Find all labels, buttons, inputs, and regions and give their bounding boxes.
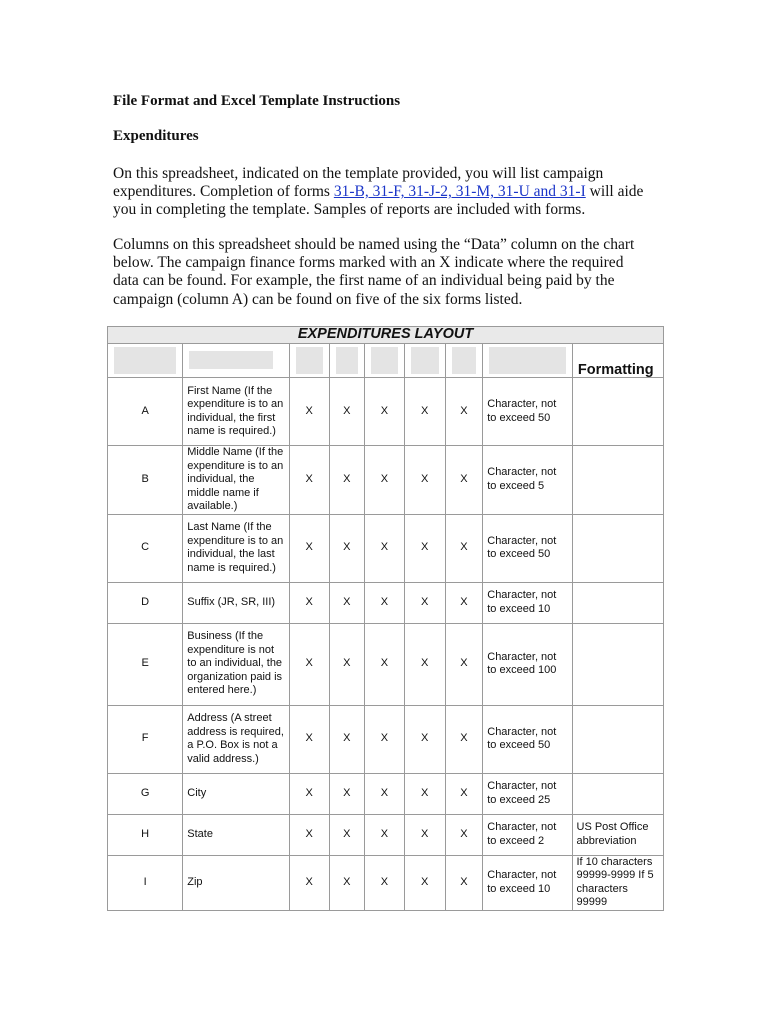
form-mark-cell: X <box>329 623 364 705</box>
form-mark-cell: X <box>445 582 483 623</box>
intro-paragraph <box>113 165 653 220</box>
header-shade <box>371 347 398 374</box>
header-form-cell <box>329 344 364 378</box>
forms-link[interactable]: 31-B, 31-F, 31-J-2, 31-M, 31-U and 31-I <box>333 183 586 201</box>
form-mark-cell: X <box>364 855 404 910</box>
field-description-cell: Last Name (If the expenditure is to an individual, the last name is required.) <box>183 514 289 582</box>
field-description-cell: First Name (If the expenditure is to an individual, the first name is required.) <box>183 378 289 446</box>
table-row <box>108 705 664 773</box>
form-mark-cell: X <box>445 855 483 910</box>
table-header-row <box>108 344 664 378</box>
form-mark-cell: X <box>364 582 404 623</box>
column-letter-cell: I <box>108 855 183 910</box>
intro-text-after: will aide you in completing the template. Samples of reports are included with forms. <box>113 183 644 219</box>
field-description-cell: Address (A street address is required, a P.O. Box is not a valid address.) <box>183 705 289 773</box>
form-mark-cell: X <box>289 446 329 515</box>
header-form-cell <box>364 344 404 378</box>
form-mark-cell: X <box>329 446 364 515</box>
form-mark-cell: X <box>329 705 364 773</box>
header-shade <box>489 347 565 374</box>
data-type-cell: Character, not to exceed 10 <box>483 855 572 910</box>
table-row <box>108 814 664 855</box>
header-form-cell <box>404 344 445 378</box>
form-mark-cell: X <box>289 814 329 855</box>
form-mark-cell: X <box>404 773 445 814</box>
formatting-note-cell <box>572 446 664 515</box>
column-letter-cell: E <box>108 623 183 705</box>
header-shade <box>411 347 439 374</box>
formatting-header: Formatting <box>572 344 664 378</box>
field-description-cell: Business (If the expenditure is not to an individual, the organization paid is entered here.) <box>183 623 289 705</box>
form-mark-cell: X <box>445 623 483 705</box>
form-mark-cell: X <box>404 855 445 910</box>
intro-text-before: On this spreadsheet, indicated on the template provided, you will list campaign expenditures. Completion of forms <box>113 165 604 201</box>
form-mark-cell: X <box>445 705 483 773</box>
form-mark-cell: X <box>404 623 445 705</box>
form-mark-cell: X <box>364 446 404 515</box>
form-mark-cell: X <box>329 514 364 582</box>
formatting-note-cell: US Post Office abbreviation <box>572 814 664 855</box>
header-data-cell <box>108 344 183 378</box>
column-letter-cell: D <box>108 582 183 623</box>
form-mark-cell: X <box>445 446 483 515</box>
formatting-note-cell <box>572 773 664 814</box>
form-mark-cell: X <box>445 814 483 855</box>
form-mark-cell: X <box>289 378 329 446</box>
table-caption: EXPENDITURES LAYOUT <box>108 327 664 344</box>
form-mark-cell: X <box>404 514 445 582</box>
form-mark-cell: X <box>364 814 404 855</box>
form-mark-cell: X <box>445 514 483 582</box>
table-row <box>108 855 664 910</box>
form-mark-cell: X <box>289 773 329 814</box>
form-mark-cell: X <box>329 855 364 910</box>
table-row <box>108 623 664 705</box>
column-letter-cell: G <box>108 773 183 814</box>
form-mark-cell: X <box>404 446 445 515</box>
data-type-cell: Character, not to exceed 10 <box>483 582 572 623</box>
form-mark-cell: X <box>445 378 483 446</box>
field-description-cell: State <box>183 814 289 855</box>
formatting-note-cell <box>572 514 664 582</box>
form-mark-cell: X <box>289 855 329 910</box>
form-mark-cell: X <box>364 378 404 446</box>
data-type-cell: Character, not to exceed 50 <box>483 705 572 773</box>
table-row <box>108 582 664 623</box>
form-mark-cell: X <box>329 814 364 855</box>
form-mark-cell: X <box>364 773 404 814</box>
section-heading: Expenditures <box>113 128 199 144</box>
formatting-note-cell <box>572 582 664 623</box>
table-row <box>108 446 664 515</box>
data-type-cell: Character, not to exceed 100 <box>483 623 572 705</box>
header-shade <box>189 351 273 369</box>
form-mark-cell: X <box>404 814 445 855</box>
data-type-cell: Character, not to exceed 2 <box>483 814 572 855</box>
column-letter-cell: H <box>108 814 183 855</box>
header-shade <box>296 347 323 374</box>
form-mark-cell: X <box>329 582 364 623</box>
column-letter-cell: A <box>108 378 183 446</box>
header-shade <box>114 347 176 374</box>
field-description-cell: Suffix (JR, SR, III) <box>183 582 289 623</box>
expenditures-layout-table <box>107 326 664 911</box>
form-mark-cell: X <box>404 705 445 773</box>
form-mark-cell: X <box>364 623 404 705</box>
data-type-cell: Character, not to exceed 25 <box>483 773 572 814</box>
document-title: File Format and Excel Template Instructions <box>113 93 401 109</box>
header-form-cell <box>289 344 329 378</box>
form-mark-cell: X <box>329 773 364 814</box>
data-type-cell: Character, not to exceed 50 <box>483 378 572 446</box>
form-mark-cell: X <box>364 514 404 582</box>
column-letter-cell: B <box>108 446 183 515</box>
form-mark-cell: X <box>404 378 445 446</box>
form-mark-cell: X <box>289 623 329 705</box>
header-field-cell <box>183 344 289 378</box>
column-letter-cell: C <box>108 514 183 582</box>
header-type-cell <box>483 344 572 378</box>
formatting-note-cell: If 10 characters 99999-9999 If 5 characters 99999 <box>572 855 664 910</box>
form-mark-cell: X <box>289 705 329 773</box>
form-mark-cell: X <box>445 773 483 814</box>
form-mark-cell: X <box>329 378 364 446</box>
column-letter-cell: F <box>108 705 183 773</box>
table-row <box>108 514 664 582</box>
header-shade <box>336 347 358 374</box>
header-shade <box>452 347 477 374</box>
table-caption-row <box>108 327 664 344</box>
table-row <box>108 773 664 814</box>
header-form-cell <box>445 344 483 378</box>
form-mark-cell: X <box>289 514 329 582</box>
form-mark-cell: X <box>364 705 404 773</box>
form-mark-cell: X <box>404 582 445 623</box>
data-type-cell: Character, not to exceed 5 <box>483 446 572 515</box>
formatting-note-cell <box>572 623 664 705</box>
formatting-note-cell <box>572 378 664 446</box>
table-row <box>108 378 664 446</box>
form-mark-cell: X <box>289 582 329 623</box>
columns-paragraph: Columns on this spreadsheet should be named using the “Data” column on the chart below. The campaign finance forms marked with an X indicate where the required data can be found. For example, the first name of an individual being paid by the campaign (column A) can be found on five of the six forms listed. <box>113 236 635 308</box>
field-description-cell: Middle Name (If the expenditure is to an individual, the middle name if available.) <box>183 446 289 515</box>
data-type-cell: Character, not to exceed 50 <box>483 514 572 582</box>
formatting-note-cell <box>572 705 664 773</box>
field-description-cell: Zip <box>183 855 289 910</box>
field-description-cell: City <box>183 773 289 814</box>
